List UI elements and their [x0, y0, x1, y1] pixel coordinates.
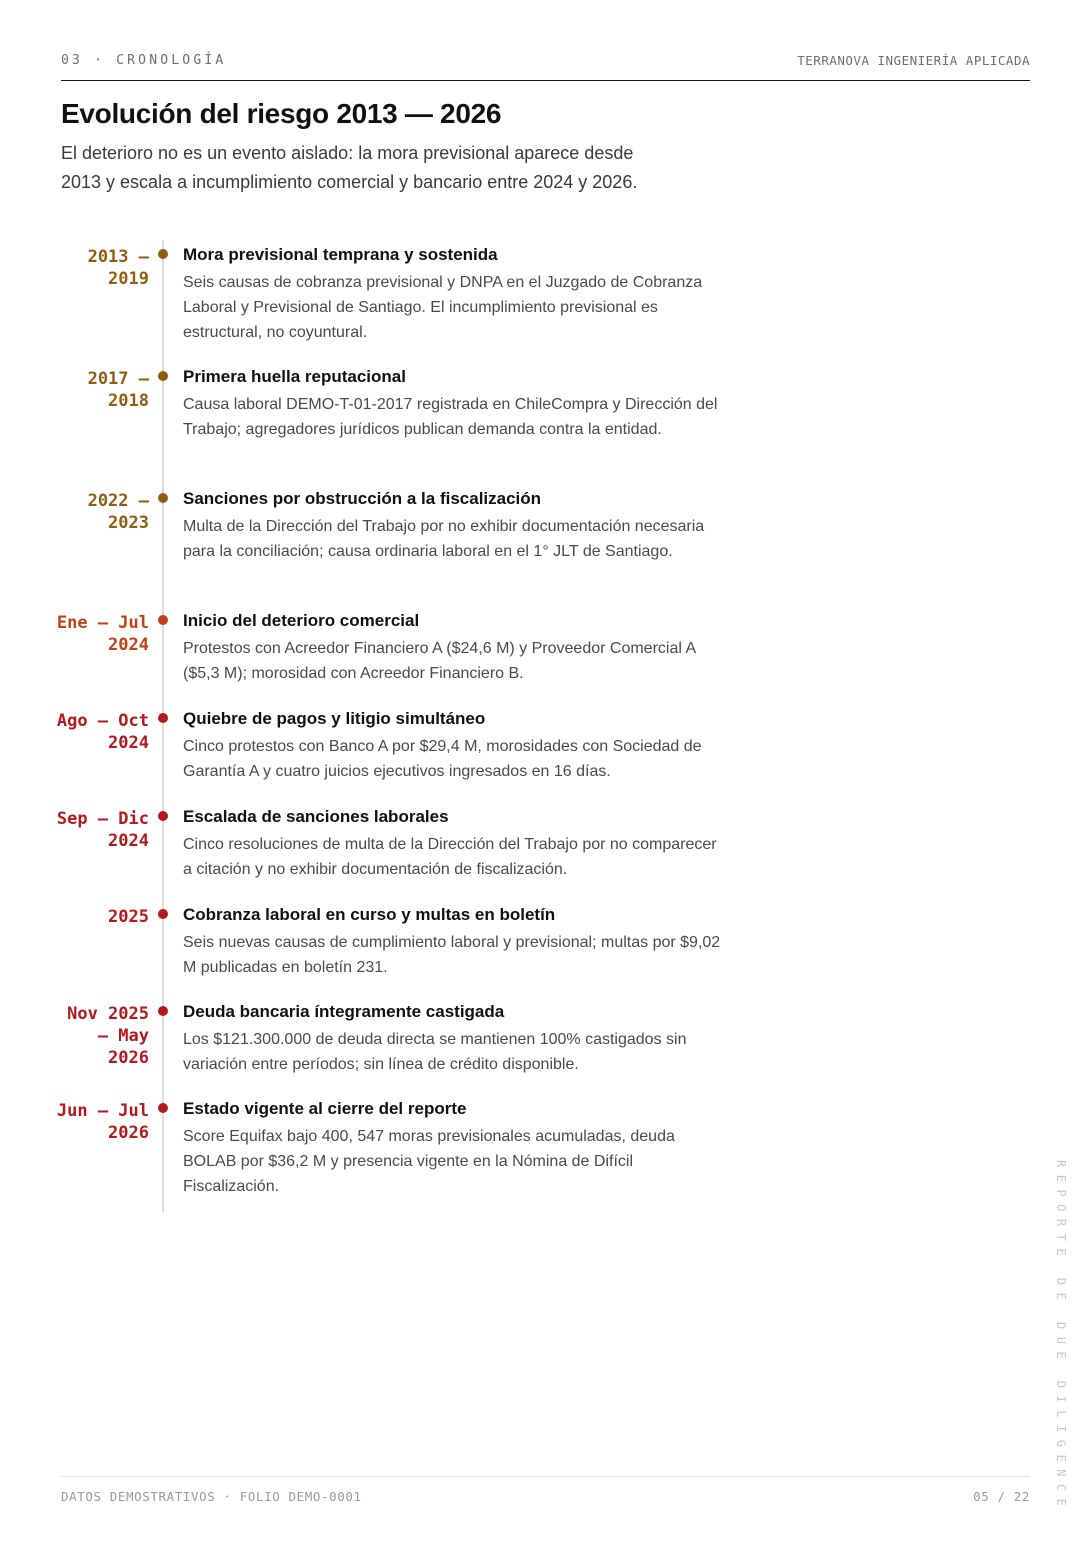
- event-description: Protestos con Acreedor Financiero A ($24,6 M) y Proveedor Comercial A ($5,3 M); morosidad con Acreedor Financiero B.: [183, 640, 696, 682]
- page-header: [61, 53, 1030, 81]
- event-title: Cobranza laboral en curso y multas en boletín: [183, 905, 556, 924]
- page-subtitle: El deterioro no es un evento aislado: la mora previsional aparece desde 2013 y escala a incumplimiento comercial y bancario entre 2024 y 2026.: [61, 143, 638, 192]
- company-name: TERRANOVA INGENIERÍA APLICADA: [797, 53, 1030, 68]
- timeline-dot-icon: [158, 493, 168, 503]
- timeline-dot-icon: [158, 713, 168, 723]
- timeline: [0, 240, 760, 1215]
- event-description: Seis nuevas causas de cumplimiento laboral y previsional; multas por $9,02 M publicadas en boletín 231.: [183, 934, 721, 976]
- timeline-dot-icon: [158, 249, 168, 259]
- event-date: 2013 — 2019: [87, 247, 149, 289]
- event-description: Cinco protestos con Banco A por $29,4 M, morosidades con Sociedad de Garantía A y cuatro juicios ejecutivos ingresados en 16 días.: [183, 738, 702, 780]
- timeline-axis: [162, 240, 164, 1212]
- event-description: Cinco resoluciones de multa de la Dirección del Trabajo por no comparecer a citación y no exhibir documentación de fiscalización.: [183, 836, 717, 878]
- event-date: 2017 — 2018: [87, 369, 149, 411]
- event-title: Estado vigente al cierre del reporte: [183, 1099, 467, 1118]
- event-title: Mora previsional temprana y sostenida: [183, 245, 498, 264]
- event-title: Deuda bancaria íntegramente castigada: [183, 1002, 505, 1021]
- section-label: 03 · CRONOLOGÍA: [61, 53, 227, 68]
- event-title: Quiebre de pagos y litigio simultáneo: [183, 709, 486, 728]
- page-number: 05 / 22: [973, 1489, 1030, 1504]
- timeline-dot-icon: [158, 909, 168, 919]
- event-title: Primera huella reputacional: [183, 367, 406, 386]
- timeline-dot-icon: [158, 1103, 168, 1113]
- timeline-dot-icon: [158, 371, 168, 381]
- event-date: Ago — Oct 2024: [56, 711, 149, 753]
- footer-folio: DATOS DEMOSTRATIVOS · FOLIO DEMO-0001: [61, 1489, 362, 1504]
- side-watermark: REPORTE DE DUE DILIGENCE: [1054, 1160, 1068, 1514]
- event-date: 2025: [108, 907, 149, 927]
- page-title: Evolución del riesgo 2013 — 2026: [61, 98, 502, 129]
- event-description: Multa de la Dirección del Trabajo por no exhibir documentación necesaria para la conciliación; causa ordinaria laboral en el 1° JLT de Santiago.: [183, 518, 705, 560]
- event-date: 2022 — 2023: [87, 491, 149, 533]
- event-description: Score Equifax bajo 400, 547 moras previsionales acumuladas, deuda BOLAB por $36,2 M y presencia vigente en la Nómina de Difícil Fiscalización.: [183, 1128, 675, 1195]
- event-title: Sanciones por obstrucción a la fiscalización: [183, 489, 542, 508]
- event-description: Causa laboral DEMO-T-01-2017 registrada en ChileCompra y Dirección del Trabajo; agregadores jurídicos publican demanda contra la entidad.: [183, 396, 718, 438]
- timeline-dot-icon: [158, 811, 168, 821]
- event-description: Los $121.300.000 de deuda directa se mantienen 100% castigados sin variación entre períodos; sin línea de crédito disponible.: [183, 1031, 687, 1073]
- timeline-dot-icon: [158, 615, 168, 625]
- timeline-dot-icon: [158, 1006, 168, 1016]
- event-description: Seis causas de cobranza previsional y DNPA en el Juzgado de Cobranza Laboral y Previsional de Santiago. El incumplimiento previsional es estructural, no coyuntural.: [183, 274, 703, 341]
- event-title: Inicio del deterioro comercial: [183, 611, 420, 630]
- event-date: Nov 2025 — May 2026: [67, 1004, 149, 1068]
- event-date: Sep — Dic 2024: [56, 809, 149, 851]
- page-footer: [61, 1476, 1030, 1507]
- event-date: Jun — Jul 2026: [56, 1101, 149, 1143]
- event-title: Escalada de sanciones laborales: [183, 807, 449, 826]
- event-date: Ene — Jul 2024: [56, 613, 149, 655]
